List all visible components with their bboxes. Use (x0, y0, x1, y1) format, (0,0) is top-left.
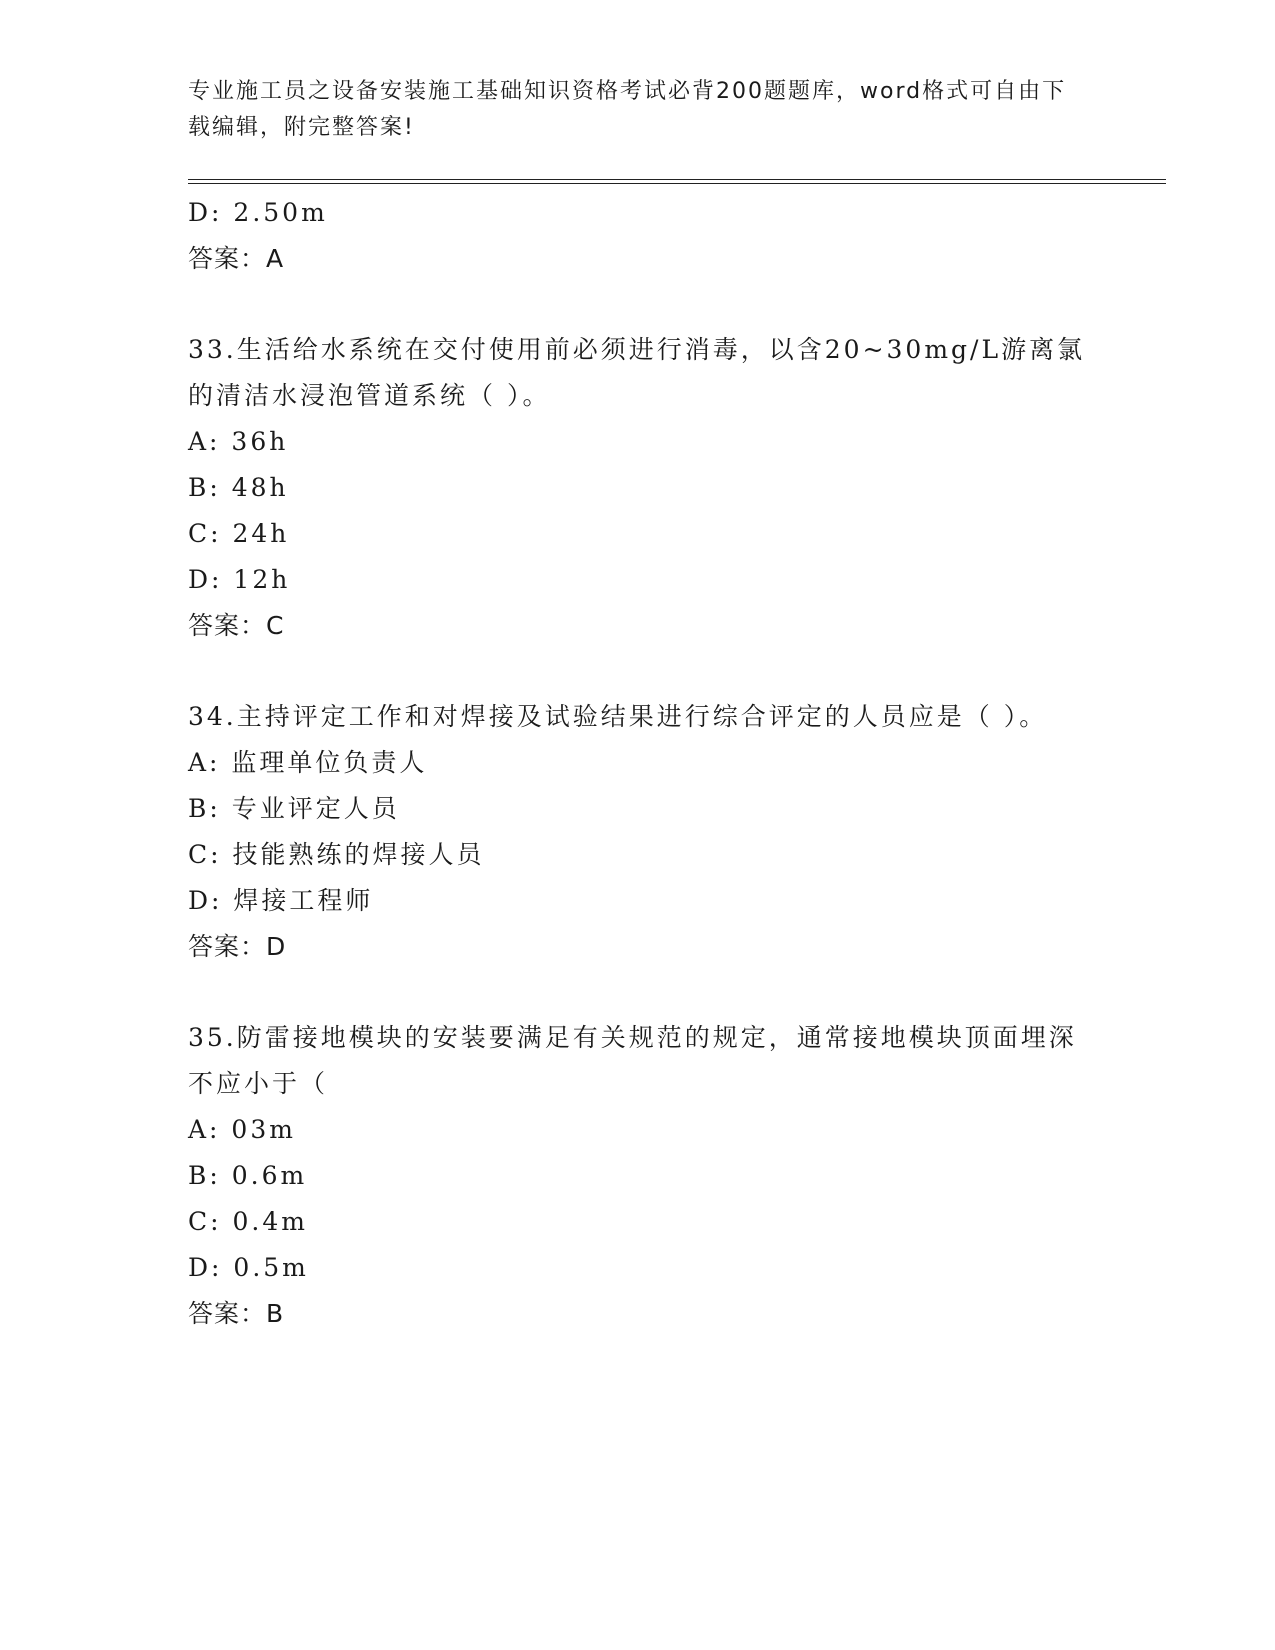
option-c: C: 0.4m (188, 1207, 308, 1236)
option-a: A: 监理单位负责人 (188, 748, 428, 777)
option-b: B: 专业评定人员 (188, 794, 400, 823)
option-a: A: 03m (188, 1115, 296, 1144)
option-b: B: 48h (188, 473, 289, 502)
option-d: D: 焊接工程师 (188, 886, 374, 915)
question-34 (188, 694, 1088, 970)
option-b: B: 0.6m (188, 1161, 308, 1190)
answer-line: 答案：C (188, 611, 285, 640)
answer-line: 答案：B (188, 1299, 285, 1328)
document-header: 专业施工员之设备安装施工基础知识资格考试必背200题题库，word格式可自由下载编辑，附完整答案! (188, 79, 1067, 140)
option-d: D: 12h (188, 565, 291, 594)
answer-line: 答案：A (188, 244, 285, 273)
header-divider (188, 179, 1166, 184)
question-text: 35.防雷接地模块的安装要满足有关规范的规定，通常接地模块顶面埋深不应小于（ (188, 1023, 1077, 1098)
document-body (188, 190, 1088, 1337)
question-text: 34.主持评定工作和对焊接及试验结果进行综合评定的人员应是（ ）。 (188, 702, 1048, 731)
option-a: A: 36h (188, 427, 289, 456)
option-d: D: 2.50m (188, 198, 328, 227)
question-35 (188, 1015, 1088, 1337)
question-33 (188, 327, 1088, 649)
answer-line: 答案：D (188, 932, 287, 961)
question-text: 33.生活给水系统在交付使用前必须进行消毒，以含20~30mg/L游离氯的清洁水浸泡管道系统（ ）。 (188, 335, 1086, 410)
option-c: C: 24h (188, 519, 290, 548)
option-c: C: 技能熟练的焊接人员 (188, 840, 485, 869)
option-d: D: 0.5m (188, 1253, 309, 1282)
